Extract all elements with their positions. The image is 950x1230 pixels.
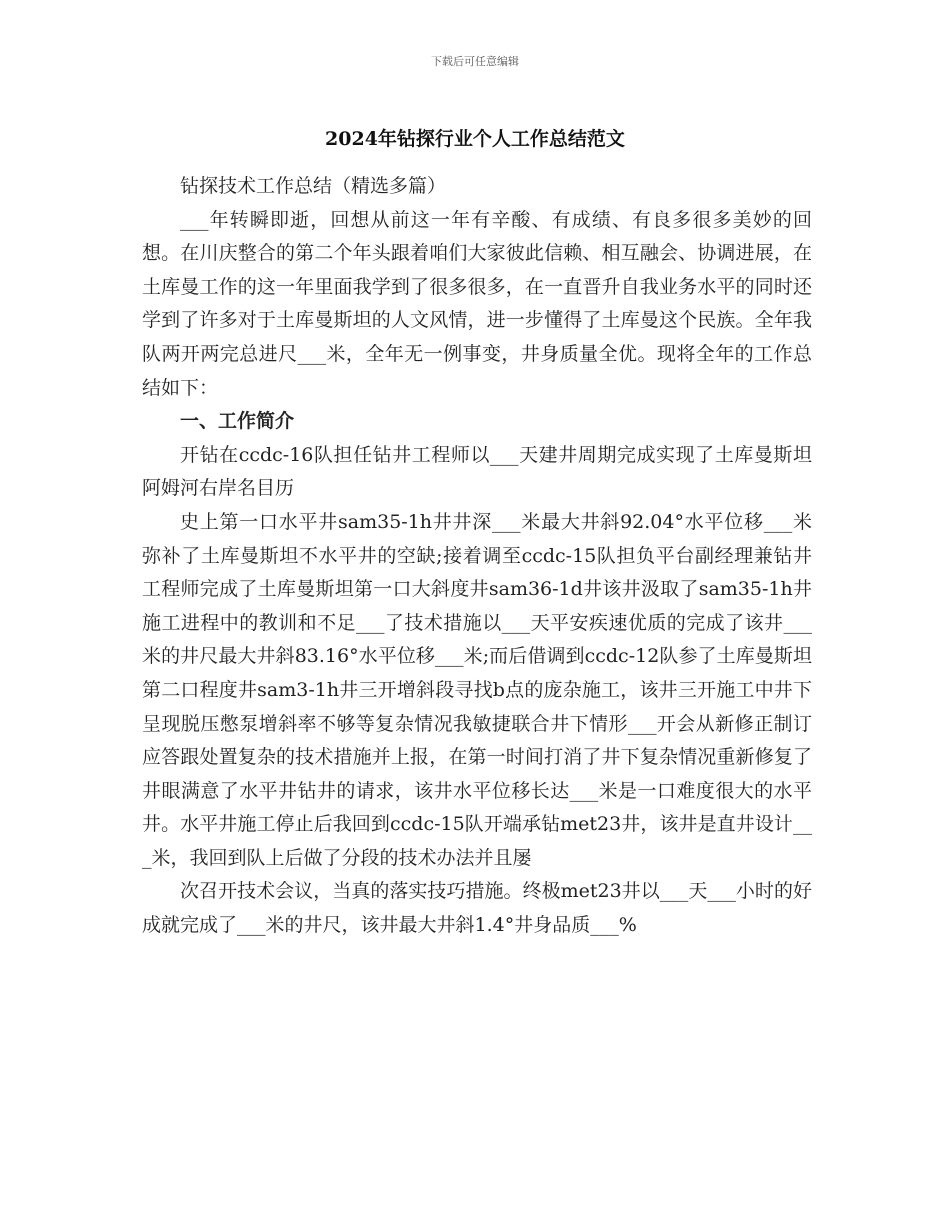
header-note: 下载后可任意编辑 — [431, 55, 519, 68]
body-paragraph: 史上第一口水平井sam35-1h井井深___米最大井斜92.04°水平位移___米弥补了土库曼斯坦不水平井的空缺;接着调至ccdc-15队担负平台副经理兼钻井工程师完成了土库曼斯坦第一口大斜度井sam36-1d井该井汲取了sam35-1h井施工进程中的教训和不足___了技术措施以___天平安疾速优质的完成了该井___米的井尺最大井斜83.16°水平位移___米;而后借调到ccdc-12队参了土库曼斯坦第二口程度井sam3-1h井三开增斜段寻找b点的庞杂施工，该井三开施工中井下呈现脱压憋泵增斜率不够等复杂情况我敏捷联合井下情形___开会从新修正制订应答跟处置复杂的技术措施并上报，在第一时间打消了井下复杂情况重新修复了井眼满意了水平井钻井的请求，该井水平位移长达___米是一口难度很大的水平井。水平井施工停止后我回到ccdc-15队开端承钻met23井，该井是直井设计___米，我回到队上后做了分段的技术办法并且屡 — [142, 510, 812, 869]
body-paragraph: 开钻在ccdc-16队担任钻井工程师以___天建井周期完成实现了土库曼斯坦阿姆河右岸名目历 — [142, 443, 812, 500]
section-heading: 一、工作简介 — [180, 410, 295, 433]
subtitle-paragraph: 钻探技术工作总结（精选多篇） — [180, 175, 447, 197]
document-body — [142, 170, 812, 943]
intro-paragraph: ___年转瞬即逝，回想从前这一年有辛酸、有成绩、有良多很多美妙的回想。在川庆整合的第二个年头跟着咱们大家彼此信赖、相互融会、协调进展，在土库曼工作的这一年里面我学到了很多很多，在一直晋升自我业务水平的同时还学到了许多对于土库曼斯坦的人文风情，进一步懂得了土库曼这个民族。全年我队两开两完总进尺___米，全年无一例事变，井身质量全优。现将全年的工作总结如下： — [142, 208, 812, 399]
document-title: 2024年钻探行业个人工作总结范文 — [325, 128, 625, 150]
body-paragraph: 次召开技术会议，当真的落实技巧措施。终极met23井以___天___小时的好成就完成了___米的井尺，该井最大井斜1.4°井身品质___% — [142, 880, 812, 937]
